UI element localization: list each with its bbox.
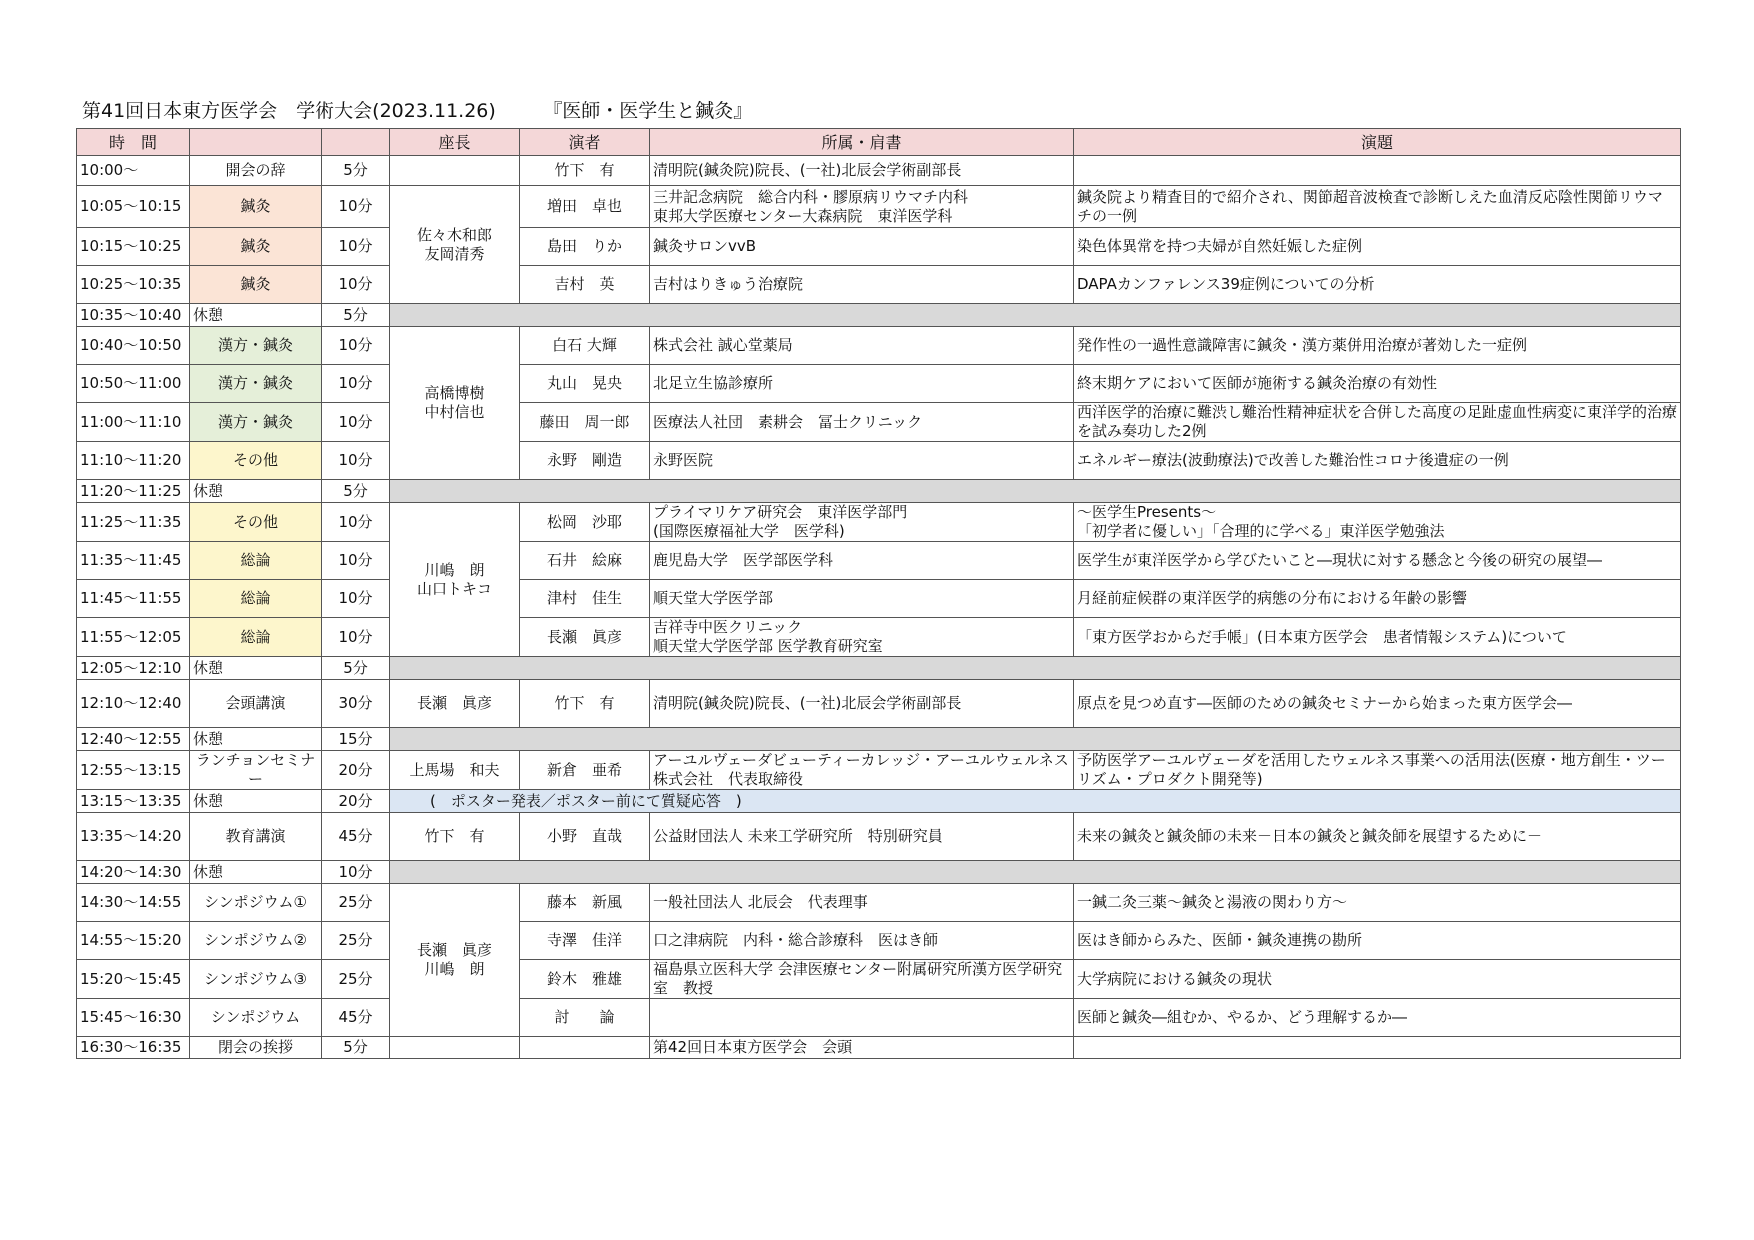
category-cell: 会頭講演 [190, 680, 322, 728]
table-row [77, 813, 1681, 861]
speaker-cell: 藤本 新風 [520, 884, 650, 922]
affiliation-cell: 福島県立医科大学 会津医療センター附属研究所漢方医学研究室 教授 [650, 960, 1074, 999]
affiliation-cell: 第42回日本東方医学会 会頭 [650, 1037, 1074, 1059]
duration-cell: 15分 [322, 728, 390, 751]
affiliation-cell: 公益財団法人 未来工学研究所 特別研究員 [650, 813, 1074, 861]
category-cell: 漢方・鍼灸 [190, 327, 322, 365]
time-cell: 11:35～11:45 [77, 542, 190, 580]
topic-cell: 発作性の一過性意識障害に鍼灸・漢方薬併用治療が著効した一症例 [1074, 327, 1681, 365]
table-row [77, 1037, 1681, 1059]
time-cell: 10:50～11:00 [77, 365, 190, 403]
header-speaker: 演者 [520, 129, 650, 156]
duration-cell: 10分 [322, 403, 390, 442]
time-cell: 12:55～13:15 [77, 751, 190, 790]
break-row [77, 861, 1681, 884]
affiliation-cell: 三井記念病院 総合内科・膠原病リウマチ内科 東邦大学医療センター大森病院 東洋医学科 [650, 186, 1074, 228]
speaker-cell: 永野 剛造 [520, 442, 650, 480]
time-cell: 11:55～12:05 [77, 618, 190, 657]
duration-cell: 10分 [322, 542, 390, 580]
speaker-cell: 討 論 [520, 999, 650, 1037]
time-cell: 10:25～10:35 [77, 266, 190, 304]
time-cell: 15:20～15:45 [77, 960, 190, 999]
header-chair: 座長 [390, 129, 520, 156]
speaker-cell: 白石 大輝 [520, 327, 650, 365]
topic-cell: 月経前症候群の東洋医学的病態の分布における年齢の影響 [1074, 580, 1681, 618]
speaker-cell [520, 1037, 650, 1059]
topic-cell: 予防医学アーユルヴェーダを活用したウェルネス事業への活用法(医療・地方創生・ツーリズム・プロダクト開発等) [1074, 751, 1681, 790]
duration-cell: 5分 [322, 480, 390, 503]
topic-cell: 鍼灸院より精査目的で紹介され、関節超音波検査で診断しえた血清反応陰性関節リウマチの一例 [1074, 186, 1681, 228]
affiliation-cell: 鹿児島大学 医学部医学科 [650, 542, 1074, 580]
header-category [190, 129, 322, 156]
table-row [77, 186, 1681, 228]
duration-cell: 10分 [322, 442, 390, 480]
topic-cell: 医師と鍼灸―組むか、やるか、どう理解するか― [1074, 999, 1681, 1037]
chair-cell: 長瀬 眞彦 [390, 680, 520, 728]
table-row [77, 960, 1681, 999]
table-row [77, 680, 1681, 728]
speaker-cell: 吉村 英 [520, 266, 650, 304]
affiliation-cell: 吉祥寺中医クリニック 順天堂大学医学部 医学教育研究室 [650, 618, 1074, 657]
time-cell: 12:10～12:40 [77, 680, 190, 728]
topic-cell: 染色体異常を持つ夫婦が自然妊娠した症例 [1074, 228, 1681, 266]
duration-cell: 10分 [322, 327, 390, 365]
duration-cell: 5分 [322, 156, 390, 186]
time-cell: 10:40～10:50 [77, 327, 190, 365]
duration-cell: 20分 [322, 790, 390, 813]
table-row [77, 156, 1681, 186]
chair-cell: 上馬場 和夫 [390, 751, 520, 790]
duration-cell: 45分 [322, 813, 390, 861]
break-filler [390, 657, 1681, 680]
speaker-cell: 竹下 有 [520, 156, 650, 186]
category-cell: ランチョンセミナー [190, 751, 322, 790]
table-row [77, 327, 1681, 365]
duration-cell: 10分 [322, 503, 390, 542]
time-cell: 13:15～13:35 [77, 790, 190, 813]
category-cell: その他 [190, 442, 322, 480]
chair-cell: 長瀬 眞彦 川嶋 朗 [390, 884, 520, 1037]
time-cell: 13:35～14:20 [77, 813, 190, 861]
topic-cell: 西洋医学的治療に難渋し難治性精神症状を合併した高度の足趾虚血性病変に東洋学的治療を試み奏功した2例 [1074, 403, 1681, 442]
topic-cell: 「東方医学おからだ手帳」(日本東方医学会 患者情報システム)について [1074, 618, 1681, 657]
header-time: 時 間 [77, 129, 190, 156]
time-cell: 14:55～15:20 [77, 922, 190, 960]
break-label: 休憩 [190, 861, 322, 884]
duration-cell: 10分 [322, 228, 390, 266]
chair-cell: 高橋博樹 中村信也 [390, 327, 520, 480]
chair-cell-empty [390, 156, 520, 186]
affiliation-cell: 株式会社 誠心堂薬局 [650, 327, 1074, 365]
time-cell: 11:25～11:35 [77, 503, 190, 542]
chair-cell: 佐々木和郎 友岡清秀 [390, 186, 520, 304]
speaker-cell: 石井 絵麻 [520, 542, 650, 580]
duration-cell: 10分 [322, 266, 390, 304]
duration-cell: 5分 [322, 657, 390, 680]
poster-session-note: ( ポスター発表／ポスター前にて質疑応答 ) [390, 790, 1681, 813]
break-row [77, 790, 1681, 813]
category-cell: 総論 [190, 542, 322, 580]
duration-cell: 25分 [322, 922, 390, 960]
speaker-cell: 増田 卓也 [520, 186, 650, 228]
speaker-cell: 長瀬 眞彦 [520, 618, 650, 657]
affiliation-cell: 清明院(鍼灸院)院長、(一社)北辰会学術副部長 [650, 156, 1074, 186]
table-row [77, 751, 1681, 790]
speaker-cell: 島田 りか [520, 228, 650, 266]
break-label: 休憩 [190, 728, 322, 751]
time-cell: 14:20～14:30 [77, 861, 190, 884]
time-cell: 10:15～10:25 [77, 228, 190, 266]
affiliation-cell: 永野医院 [650, 442, 1074, 480]
category-cell: 総論 [190, 618, 322, 657]
break-filler [390, 304, 1681, 327]
topic-cell: 医学生が東洋医学から学びたいこと―現状に対する懸念と今後の研究の展望― [1074, 542, 1681, 580]
time-cell: 16:30～16:35 [77, 1037, 190, 1059]
break-label: 休憩 [190, 480, 322, 503]
table-row [77, 922, 1681, 960]
speaker-cell: 小野 直哉 [520, 813, 650, 861]
speaker-cell: 竹下 有 [520, 680, 650, 728]
category-cell: 閉会の挨拶 [190, 1037, 322, 1059]
affiliation-cell: 口之津病院 内科・総合診療科 医はき師 [650, 922, 1074, 960]
speaker-cell: 丸山 晃央 [520, 365, 650, 403]
category-cell: 開会の辞 [190, 156, 322, 186]
chair-cell: 竹下 有 [390, 813, 520, 861]
time-cell: 10:00～ [77, 156, 190, 186]
topic-cell [1074, 156, 1681, 186]
chair-cell-empty [390, 1037, 520, 1059]
header-affiliation: 所属・肩書 [650, 129, 1074, 156]
time-cell: 12:05～12:10 [77, 657, 190, 680]
category-cell: シンポジウム① [190, 884, 322, 922]
category-cell: 教育講演 [190, 813, 322, 861]
header-duration [322, 129, 390, 156]
topic-cell: 終末期ケアにおいて医師が施術する鍼灸治療の有効性 [1074, 365, 1681, 403]
table-row [77, 503, 1681, 542]
break-row [77, 304, 1681, 327]
affiliation-cell: 鍼灸サロンvvB [650, 228, 1074, 266]
duration-cell: 25分 [322, 884, 390, 922]
break-label: 休憩 [190, 790, 322, 813]
break-label: 休憩 [190, 657, 322, 680]
break-filler [390, 480, 1681, 503]
table-row [77, 542, 1681, 580]
category-cell: 漢方・鍼灸 [190, 365, 322, 403]
break-row [77, 728, 1681, 751]
time-cell: 11:10～11:20 [77, 442, 190, 480]
break-label: 休憩 [190, 304, 322, 327]
affiliation-cell: アーユルヴェーダビューティーカレッジ・アーユルウェルネス株式会社 代表取締役 [650, 751, 1074, 790]
duration-cell: 25分 [322, 960, 390, 999]
topic-cell: DAPAカンファレンス39症例についての分析 [1074, 266, 1681, 304]
affiliation-cell: 順天堂大学医学部 [650, 580, 1074, 618]
table-row [77, 442, 1681, 480]
affiliation-cell: 一般社団法人 北辰会 代表理事 [650, 884, 1074, 922]
affiliation-cell: 医療法人社団 素耕会 冨士クリニック [650, 403, 1074, 442]
duration-cell: 10分 [322, 618, 390, 657]
break-row [77, 657, 1681, 680]
duration-cell: 20分 [322, 751, 390, 790]
schedule-table [76, 128, 1681, 1059]
table-row [77, 365, 1681, 403]
affiliation-cell: 北足立生協診療所 [650, 365, 1074, 403]
break-filler [390, 861, 1681, 884]
category-cell: 漢方・鍼灸 [190, 403, 322, 442]
topic-cell [1074, 1037, 1681, 1059]
topic-cell: 大学病院における鍼灸の現状 [1074, 960, 1681, 999]
speaker-cell: 津村 佳生 [520, 580, 650, 618]
header-row [77, 129, 1681, 156]
time-cell: 11:45～11:55 [77, 580, 190, 618]
duration-cell: 10分 [322, 580, 390, 618]
duration-cell: 5分 [322, 1037, 390, 1059]
time-cell: 10:35～10:40 [77, 304, 190, 327]
category-cell: シンポジウム③ [190, 960, 322, 999]
duration-cell: 45分 [322, 999, 390, 1037]
table-row [77, 266, 1681, 304]
duration-cell: 5分 [322, 304, 390, 327]
category-cell: 総論 [190, 580, 322, 618]
category-cell: 鍼灸 [190, 186, 322, 228]
duration-cell: 30分 [322, 680, 390, 728]
time-cell: 11:00～11:10 [77, 403, 190, 442]
speaker-cell: 藤田 周一郎 [520, 403, 650, 442]
affiliation-cell [650, 999, 1074, 1037]
time-cell: 10:05～10:15 [77, 186, 190, 228]
break-row [77, 480, 1681, 503]
table-row [77, 999, 1681, 1037]
page-title: 第41回日本東方医学会 学術大会(2023.11.26) 『医師・医学生と鍼灸』 [82, 100, 753, 122]
chair-cell: 川嶋 朗 山口トキコ [390, 503, 520, 657]
category-cell: シンポジウム [190, 999, 322, 1037]
speaker-cell: 寺澤 佳洋 [520, 922, 650, 960]
duration-cell: 10分 [322, 365, 390, 403]
table-row [77, 228, 1681, 266]
speaker-cell: 鈴木 雅雄 [520, 960, 650, 999]
time-cell: 14:30～14:55 [77, 884, 190, 922]
category-cell: シンポジウム② [190, 922, 322, 960]
duration-cell: 10分 [322, 186, 390, 228]
category-cell: 鍼灸 [190, 228, 322, 266]
topic-cell: エネルギー療法(波動療法)で改善した難治性コロナ後遺症の一例 [1074, 442, 1681, 480]
category-cell: その他 [190, 503, 322, 542]
topic-cell: 原点を見つめ直す―医師のための鍼灸セミナーから始まった東方医学会― [1074, 680, 1681, 728]
category-cell: 鍼灸 [190, 266, 322, 304]
table-row [77, 580, 1681, 618]
break-filler [390, 728, 1681, 751]
time-cell: 15:45～16:30 [77, 999, 190, 1037]
duration-cell: 10分 [322, 861, 390, 884]
topic-cell: 一鍼二灸三薬～鍼灸と湯液の関わり方～ [1074, 884, 1681, 922]
table-row [77, 403, 1681, 442]
header-topic: 演題 [1074, 129, 1681, 156]
table-row [77, 884, 1681, 922]
speaker-cell: 新倉 亜希 [520, 751, 650, 790]
speaker-cell: 松岡 沙耶 [520, 503, 650, 542]
topic-cell: 未来の鍼灸と鍼灸師の未来－日本の鍼灸と鍼灸師を展望するために－ [1074, 813, 1681, 861]
affiliation-cell: プライマリケア研究会 東洋医学部門 (国際医療福祉大学 医学科) [650, 503, 1074, 542]
time-cell: 11:20～11:25 [77, 480, 190, 503]
affiliation-cell: 清明院(鍼灸院)院長、(一社)北辰会学術副部長 [650, 680, 1074, 728]
topic-cell: 医はき師からみた、医師・鍼灸連携の勘所 [1074, 922, 1681, 960]
topic-cell: ～医学生Presents～ 「初学者に優しい」「合理的に学べる」東洋医学勉強法 [1074, 503, 1681, 542]
time-cell: 12:40～12:55 [77, 728, 190, 751]
affiliation-cell: 吉村はりきゅう治療院 [650, 266, 1074, 304]
table-row [77, 618, 1681, 657]
